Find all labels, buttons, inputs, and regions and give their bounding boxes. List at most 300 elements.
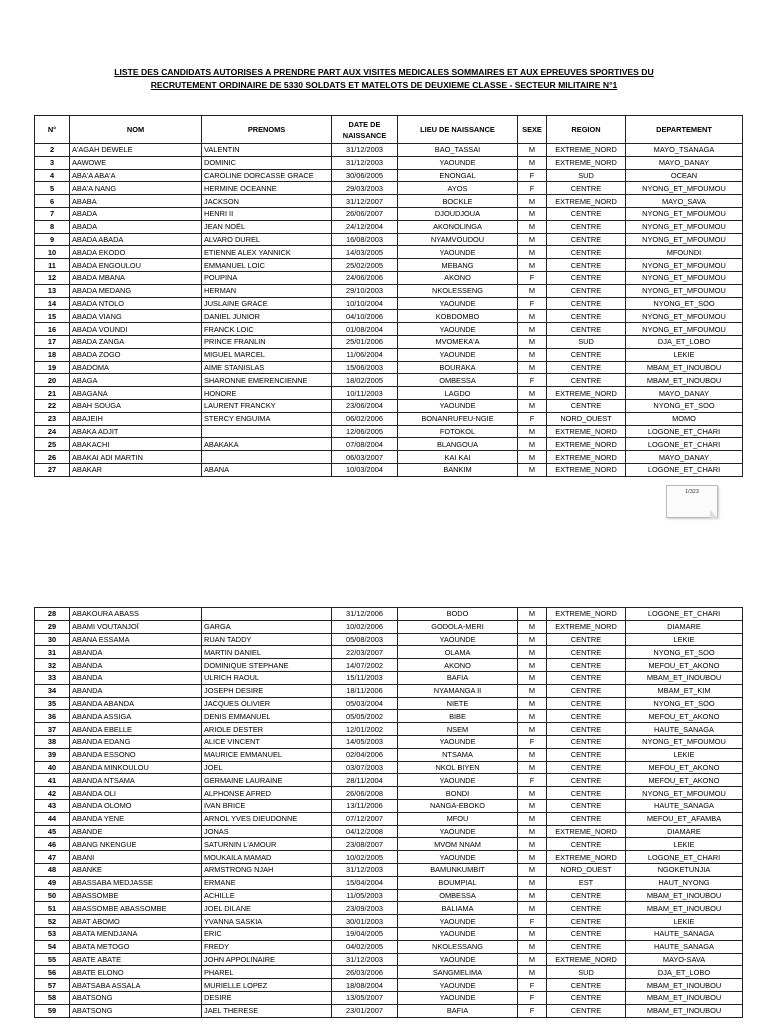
cell-region: EXTREME_NORD <box>547 620 626 633</box>
cell-departement: MAYO_SAVA <box>626 195 743 208</box>
cell-region: CENTRE <box>547 799 626 812</box>
cell-region: EXTREME_NORD <box>547 608 626 621</box>
cell-number: 51 <box>35 902 70 915</box>
cell-sexe: M <box>518 259 547 272</box>
cell-lieu-naissance: NANGA-EBOKO <box>398 799 518 812</box>
cell-number: 41 <box>35 774 70 787</box>
table-row <box>35 361 743 374</box>
cell-sexe: M <box>518 940 547 953</box>
cell-sexe: M <box>518 646 547 659</box>
cell-date-naissance: 30/01/2003 <box>332 915 398 928</box>
header-departement: DEPARTEMENT <box>626 116 743 144</box>
cell-sexe: M <box>518 684 547 697</box>
cell-date-naissance: 10/03/2004 <box>332 463 398 476</box>
table-header-row <box>35 116 743 144</box>
cell-departement: NYONG_ET_SOO <box>626 697 743 710</box>
cell-prenoms: JOEL DILANE <box>202 902 332 915</box>
cell-number: 36 <box>35 710 70 723</box>
cell-prenoms: ULRICH RAOUL <box>202 671 332 684</box>
cell-number: 5 <box>35 182 70 195</box>
cell-departement: HAUTE_SANAGA <box>626 927 743 940</box>
cell-sexe: M <box>518 387 547 400</box>
cell-sexe: M <box>518 156 547 169</box>
cell-number: 45 <box>35 825 70 838</box>
cell-nom: ABANDA <box>70 646 202 659</box>
cell-sexe: M <box>518 851 547 864</box>
cell-nom: ABANDA MINKOULOU <box>70 761 202 774</box>
table-body-1 <box>35 144 743 477</box>
cell-lieu-naissance: YAOUNDE <box>398 246 518 259</box>
cell-nom: ABADA <box>70 220 202 233</box>
cell-prenoms: ERIC <box>202 927 332 940</box>
cell-departement: MEFOU_ET_AFAMBA <box>626 812 743 825</box>
cell-lieu-naissance: BOCKLE <box>398 195 518 208</box>
table-row <box>35 761 743 774</box>
cell-sexe: M <box>518 284 547 297</box>
cell-prenoms: RUAN TADDY <box>202 633 332 646</box>
cell-region: EXTREME_NORD <box>547 195 626 208</box>
cell-region: EXTREME_NORD <box>547 825 626 838</box>
cell-lieu-naissance: KOBDOMBO <box>398 310 518 323</box>
cell-lieu-naissance: YAOUNDE <box>398 323 518 336</box>
cell-lieu-naissance: NTSAMA <box>398 748 518 761</box>
cell-lieu-naissance: BODO <box>398 608 518 621</box>
cell-date-naissance: 07/12/2007 <box>332 812 398 825</box>
cell-prenoms: MARTIN DANIEL <box>202 646 332 659</box>
cell-sexe: M <box>518 825 547 838</box>
cell-date-naissance: 23/06/2004 <box>332 399 398 412</box>
cell-lieu-naissance: YAOUNDE <box>398 953 518 966</box>
cell-lieu-naissance: BOUMPIAL <box>398 876 518 889</box>
cell-lieu-naissance: NIETE <box>398 697 518 710</box>
table-row <box>35 195 743 208</box>
table-row <box>35 412 743 425</box>
cell-departement: LOGONE_ET_CHARI <box>626 438 743 451</box>
cell-date-naissance: 10/02/2005 <box>332 851 398 864</box>
cell-region: CENTRE <box>547 259 626 272</box>
cell-region: NORD_OUEST <box>547 412 626 425</box>
cell-departement: MBAM_ET_INOUBOU <box>626 991 743 1004</box>
table-row <box>35 387 743 400</box>
cell-lieu-naissance: MVOMEKA'A <box>398 335 518 348</box>
table-row <box>35 348 743 361</box>
cell-region: CENTRE <box>547 812 626 825</box>
table-row <box>35 220 743 233</box>
cell-prenoms: MIGUEL MARCEL <box>202 348 332 361</box>
cell-sexe: M <box>518 710 547 723</box>
cell-lieu-naissance: NKOLESSANG <box>398 940 518 953</box>
cell-region: CENTRE <box>547 233 626 246</box>
cell-date-naissance: 14/05/2003 <box>332 735 398 748</box>
cell-number: 49 <box>35 876 70 889</box>
cell-nom: ABADOMA <box>70 361 202 374</box>
table-row <box>35 863 743 876</box>
cell-nom: ABADA ABADA <box>70 233 202 246</box>
cell-number: 39 <box>35 748 70 761</box>
cell-date-naissance: 12/06/2005 <box>332 425 398 438</box>
cell-lieu-naissance: YAOUNDE <box>398 156 518 169</box>
table-row <box>35 1004 743 1017</box>
cell-nom: ABASSABA MEDJASSE <box>70 876 202 889</box>
table-row <box>35 271 743 284</box>
cell-departement: MBAM_ET_INOUBOU <box>626 889 743 902</box>
cell-region: CENTRE <box>547 761 626 774</box>
cell-date-naissance: 07/08/2004 <box>332 438 398 451</box>
cell-prenoms: ARNOL YVES DIEUDONNE <box>202 812 332 825</box>
cell-departement: NYONG_ET_MFOUMOU <box>626 271 743 284</box>
cell-departement: MBAM_ET_INOUBOU <box>626 979 743 992</box>
cell-region: CENTRE <box>547 220 626 233</box>
cell-lieu-naissance: MFOU <box>398 812 518 825</box>
cell-prenoms: JOEL <box>202 761 332 774</box>
cell-nom: ABANI <box>70 851 202 864</box>
cell-sexe: M <box>518 361 547 374</box>
cell-prenoms: ABAKAKA <box>202 438 332 451</box>
cell-region: CENTRE <box>547 979 626 992</box>
cell-nom: ABANDA <box>70 671 202 684</box>
cell-number: 56 <box>35 966 70 979</box>
cell-lieu-naissance: YAOUNDE <box>398 979 518 992</box>
cell-date-naissance: 02/04/2006 <box>332 748 398 761</box>
table-row <box>35 646 743 659</box>
cell-prenoms: PHAREL <box>202 966 332 979</box>
cell-nom: ABADA <box>70 207 202 220</box>
cell-departement: NYONG_ET_MFOUMOU <box>626 182 743 195</box>
cell-lieu-naissance: YAOUNDE <box>398 399 518 412</box>
cell-date-naissance: 11/05/2003 <box>332 889 398 902</box>
cell-number: 55 <box>35 953 70 966</box>
cell-number: 25 <box>35 438 70 451</box>
cell-number: 12 <box>35 271 70 284</box>
cell-number: 59 <box>35 1004 70 1017</box>
cell-date-naissance: 24/12/2004 <box>332 220 398 233</box>
cell-departement: OCEAN <box>626 169 743 182</box>
cell-sexe: F <box>518 774 547 787</box>
cell-region: CENTRE <box>547 787 626 800</box>
cell-lieu-naissance: BONANRUFEU-NGIE <box>398 412 518 425</box>
cell-nom: ABAKOURA ABASS <box>70 608 202 621</box>
cell-number: 30 <box>35 633 70 646</box>
cell-nom: ABANDA EBELLE <box>70 723 202 736</box>
cell-number: 44 <box>35 812 70 825</box>
cell-lieu-naissance: GODOLA-MERI <box>398 620 518 633</box>
cell-prenoms: IVAN BRICE <box>202 799 332 812</box>
cell-departement: NGOKETUNJIA <box>626 863 743 876</box>
table-row <box>35 735 743 748</box>
cell-region: SUD <box>547 966 626 979</box>
cell-sexe: M <box>518 207 547 220</box>
cell-date-naissance: 06/03/2007 <box>332 451 398 464</box>
cell-nom: ABAJEIH <box>70 412 202 425</box>
cell-prenoms: SHARONNE EMERENCIENNE <box>202 374 332 387</box>
cell-departement: NYONG_ET_SOO <box>626 646 743 659</box>
cell-departement: HAUT_NYONG <box>626 876 743 889</box>
cell-prenoms: EMMANUEL LOIC <box>202 259 332 272</box>
cell-number: 15 <box>35 310 70 323</box>
cell-departement: MBAM_ET_INOUBOU <box>626 374 743 387</box>
cell-region: CENTRE <box>547 659 626 672</box>
cell-prenoms: ALVARO DUREL <box>202 233 332 246</box>
cell-nom: ABANKE <box>70 863 202 876</box>
cell-region: CENTRE <box>547 633 626 646</box>
cell-number: 42 <box>35 787 70 800</box>
cell-departement: MAYO_DANAY <box>626 387 743 400</box>
cell-date-naissance: 12/01/2002 <box>332 723 398 736</box>
cell-number: 20 <box>35 374 70 387</box>
cell-prenoms: MAURICE EMMANUEL <box>202 748 332 761</box>
cell-prenoms: LAURENT FRANCKY <box>202 399 332 412</box>
cell-region: CENTRE <box>547 323 626 336</box>
cell-departement: NYONG_ET_MFOUMOU <box>626 207 743 220</box>
table-row <box>35 838 743 851</box>
page-number: 1/323 <box>685 489 699 495</box>
cell-region: EXTREME_NORD <box>547 156 626 169</box>
cell-nom: ABATE ELONO <box>70 966 202 979</box>
table-row <box>35 953 743 966</box>
cell-number: 46 <box>35 838 70 851</box>
table-row <box>35 425 743 438</box>
cell-lieu-naissance: BAFIA <box>398 671 518 684</box>
cell-date-naissance: 15/11/2003 <box>332 671 398 684</box>
cell-sexe: M <box>518 953 547 966</box>
table-row <box>35 284 743 297</box>
cell-sexe: F <box>518 182 547 195</box>
cell-nom: ABA'A ABA'A <box>70 169 202 182</box>
cell-date-naissance: 26/03/2006 <box>332 966 398 979</box>
cell-departement: MBAM_ET_INOUBOU <box>626 361 743 374</box>
cell-number: 35 <box>35 697 70 710</box>
cell-departement: DJA_ET_LOBO <box>626 335 743 348</box>
cell-region: EXTREME_NORD <box>547 451 626 464</box>
cell-prenoms: DOMINIQUE STEPHANE <box>202 659 332 672</box>
table-row <box>35 399 743 412</box>
cell-sexe: M <box>518 671 547 684</box>
cell-departement: MBAM_ET_INOUBOU <box>626 902 743 915</box>
cell-prenoms: ALPHONSE AFRED <box>202 787 332 800</box>
cell-lieu-naissance: YAOUNDE <box>398 348 518 361</box>
cell-date-naissance: 22/03/2007 <box>332 646 398 659</box>
cell-sexe: F <box>518 271 547 284</box>
cell-departement: LOGONE_ET_CHARI <box>626 463 743 476</box>
cell-lieu-naissance: YAOUNDE <box>398 735 518 748</box>
cell-date-naissance: 31/12/2007 <box>332 195 398 208</box>
cell-nom: ABANDA OLI <box>70 787 202 800</box>
cell-prenoms: ARMSTRONG NJAH <box>202 863 332 876</box>
cell-number: 29 <box>35 620 70 633</box>
cell-nom: ABATA METOGO <box>70 940 202 953</box>
cell-prenoms: ABANA <box>202 463 332 476</box>
document-title <box>34 66 734 92</box>
cell-sexe: M <box>518 902 547 915</box>
cell-prenoms: JOSEPH DESIRE <box>202 684 332 697</box>
cell-lieu-naissance: YAOUNDE <box>398 825 518 838</box>
cell-number: 33 <box>35 671 70 684</box>
cell-nom: ABAKACHI <box>70 438 202 451</box>
cell-region: CENTRE <box>547 991 626 1004</box>
cell-departement: MBAM_ET_INOUBOU <box>626 1004 743 1017</box>
cell-nom: ABADA MEDANG <box>70 284 202 297</box>
cell-number: 7 <box>35 207 70 220</box>
cell-region: CENTRE <box>547 902 626 915</box>
cell-sexe: M <box>518 876 547 889</box>
cell-departement: NYONG_ET_MFOUMOU <box>626 259 743 272</box>
cell-sexe: M <box>518 399 547 412</box>
cell-region: CENTRE <box>547 361 626 374</box>
cell-prenoms: CAROLINE DORCASSE GRACE <box>202 169 332 182</box>
cell-nom: ABADA MBANA <box>70 271 202 284</box>
cell-nom: ABANDA OLOMO <box>70 799 202 812</box>
table-row <box>35 633 743 646</box>
candidates-table-page-1 <box>34 115 743 477</box>
cell-sexe: M <box>518 608 547 621</box>
cell-nom: ABABA <box>70 195 202 208</box>
cell-sexe: M <box>518 799 547 812</box>
table-row <box>35 991 743 1004</box>
cell-region: CENTRE <box>547 297 626 310</box>
cell-lieu-naissance: BANKIM <box>398 463 518 476</box>
cell-nom: ABANDA <box>70 684 202 697</box>
cell-number: 19 <box>35 361 70 374</box>
cell-date-naissance: 30/06/2005 <box>332 169 398 182</box>
cell-number: 28 <box>35 608 70 621</box>
cell-departement: LEKIE <box>626 633 743 646</box>
cell-number: 34 <box>35 684 70 697</box>
cell-prenoms: JUSLAINE GRACE <box>202 297 332 310</box>
cell-lieu-naissance: YAOUNDE <box>398 851 518 864</box>
cell-lieu-naissance: YAOUNDE <box>398 915 518 928</box>
cell-region: CENTRE <box>547 774 626 787</box>
cell-region: CENTRE <box>547 246 626 259</box>
cell-prenoms: POUPINA <box>202 271 332 284</box>
table-row <box>35 182 743 195</box>
cell-nom: ABASSOMBE <box>70 889 202 902</box>
cell-number: 40 <box>35 761 70 774</box>
cell-prenoms: JONAS <box>202 825 332 838</box>
cell-date-naissance: 13/11/2006 <box>332 799 398 812</box>
cell-region: CENTRE <box>547 684 626 697</box>
cell-lieu-naissance: KAI KAI <box>398 451 518 464</box>
cell-region: EXTREME_NORD <box>547 438 626 451</box>
cell-nom: AAWOWE <box>70 156 202 169</box>
cell-prenoms: VALENTIN <box>202 144 332 157</box>
cell-date-naissance: 15/04/2004 <box>332 876 398 889</box>
cell-nom: ABAKAI ADI MARTIN <box>70 451 202 464</box>
cell-nom: ABADA ZOGO <box>70 348 202 361</box>
cell-region: SUD <box>547 335 626 348</box>
cell-nom: ABA'A NANG <box>70 182 202 195</box>
table-row <box>35 156 743 169</box>
cell-lieu-naissance: BIBE <box>398 710 518 723</box>
cell-sexe: M <box>518 697 547 710</box>
cell-sexe: M <box>518 451 547 464</box>
cell-departement: MEFOU_ET_AKONO <box>626 761 743 774</box>
table-row <box>35 438 743 451</box>
cell-prenoms <box>202 425 332 438</box>
cell-departement: DJA_ET_LOBO <box>626 966 743 979</box>
table-row <box>35 659 743 672</box>
cell-departement: LOGONE_ET_CHARI <box>626 851 743 864</box>
cell-nom: ABATSONG <box>70 991 202 1004</box>
cell-departement: NYONG_ET_MFOUMOU <box>626 310 743 323</box>
cell-date-naissance: 14/03/2005 <box>332 246 398 259</box>
cell-number: 26 <box>35 451 70 464</box>
cell-region: CENTRE <box>547 399 626 412</box>
cell-lieu-naissance: NKOLESSENG <box>398 284 518 297</box>
title-line-1: LISTE DES CANDIDATS AUTORISES A PRENDRE PART AUX VISITES MEDICALES SOMMAIRES ET AUX EPREUVES SPORTIVES DU <box>114 67 654 77</box>
cell-region: EXTREME_NORD <box>547 851 626 864</box>
cell-region: CENTRE <box>547 889 626 902</box>
table-row <box>35 710 743 723</box>
cell-nom: ABATE ABATE <box>70 953 202 966</box>
cell-date-naissance: 10/02/2006 <box>332 620 398 633</box>
cell-sexe: M <box>518 438 547 451</box>
cell-nom: ABAGANA <box>70 387 202 400</box>
header-region: REGION <box>547 116 626 144</box>
cell-prenoms: PRINCE FRANLIN <box>202 335 332 348</box>
table-row <box>35 463 743 476</box>
cell-lieu-naissance: AKONOLINGA <box>398 220 518 233</box>
cell-date-naissance: 23/09/2003 <box>332 902 398 915</box>
cell-nom: ABAGA <box>70 374 202 387</box>
cell-prenoms: JEAN NOËL <box>202 220 332 233</box>
cell-prenoms: DANIEL JUNIOR <box>202 310 332 323</box>
cell-prenoms: JOHN APPOLINAIRE <box>202 953 332 966</box>
cell-sexe: M <box>518 620 547 633</box>
cell-sexe: M <box>518 425 547 438</box>
cell-departement: MOMO <box>626 412 743 425</box>
cell-region: CENTRE <box>547 940 626 953</box>
cell-departement: LOGONE_ET_CHARI <box>626 425 743 438</box>
cell-sexe: M <box>518 144 547 157</box>
cell-lieu-naissance: NYAMANGA II <box>398 684 518 697</box>
table-row <box>35 233 743 246</box>
cell-number: 32 <box>35 659 70 672</box>
cell-date-naissance: 23/08/2007 <box>332 838 398 851</box>
cell-lieu-naissance: BLANGOUA <box>398 438 518 451</box>
cell-departement: NYONG_ET_MFOUMOU <box>626 787 743 800</box>
table-row <box>35 310 743 323</box>
cell-lieu-naissance: OLAMA <box>398 646 518 659</box>
cell-departement: HAUTE_SANAGA <box>626 940 743 953</box>
table-row <box>35 684 743 697</box>
cell-number: 24 <box>35 425 70 438</box>
cell-sexe: M <box>518 335 547 348</box>
cell-lieu-naissance: AYOS <box>398 182 518 195</box>
cell-sexe: M <box>518 812 547 825</box>
table-row <box>35 144 743 157</box>
table-row <box>35 927 743 940</box>
cell-sexe: F <box>518 169 547 182</box>
cell-number: 11 <box>35 259 70 272</box>
cell-date-naissance: 29/03/2003 <box>332 182 398 195</box>
cell-sexe: M <box>518 348 547 361</box>
cell-lieu-naissance: MVOM NNAM <box>398 838 518 851</box>
cell-lieu-naissance: YAOUNDE <box>398 297 518 310</box>
cell-prenoms: GARGA <box>202 620 332 633</box>
cell-region: EXTREME_NORD <box>547 144 626 157</box>
cell-departement: LEKIE <box>626 348 743 361</box>
cell-nom: ABADA NTOLO <box>70 297 202 310</box>
cell-date-naissance: 28/11/2004 <box>332 774 398 787</box>
cell-number: 2 <box>35 144 70 157</box>
cell-nom: A'AGAH DEWELE <box>70 144 202 157</box>
cell-prenoms: MURIELLE LOPEZ <box>202 979 332 992</box>
cell-prenoms: ETIENNE ALEX YANNICK <box>202 246 332 259</box>
table-row <box>35 335 743 348</box>
cell-nom: ABATA MENDJANA <box>70 927 202 940</box>
table-row <box>35 451 743 464</box>
cell-departement: DIAMARE <box>626 825 743 838</box>
